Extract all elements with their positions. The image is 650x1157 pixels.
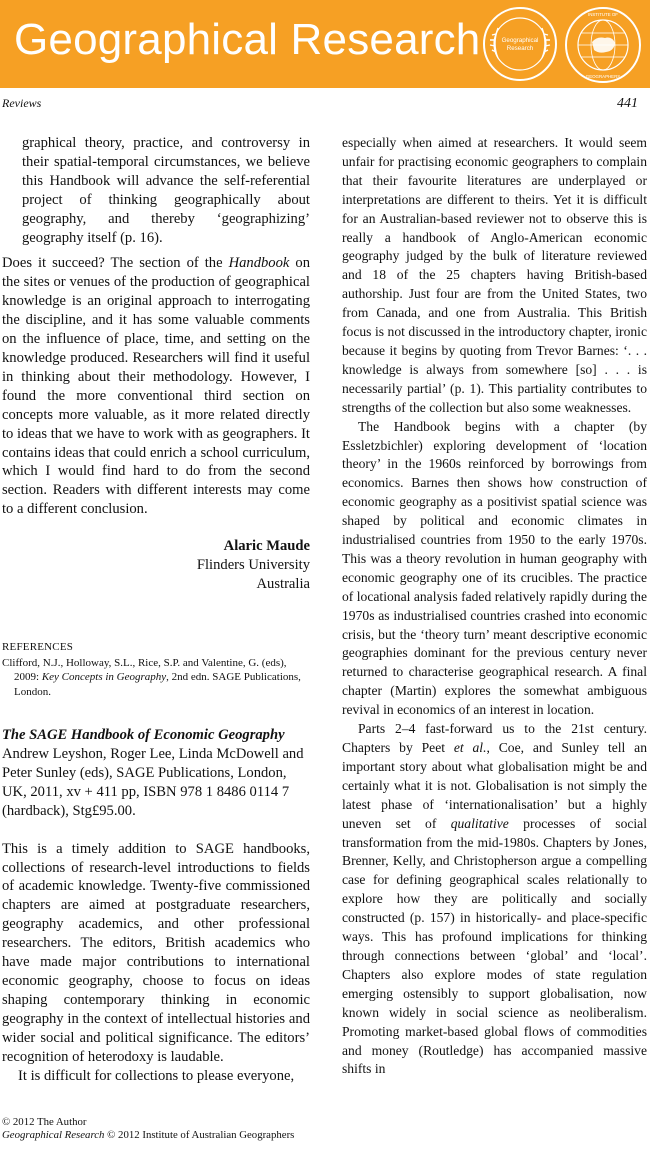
journal-banner xyxy=(0,0,650,88)
institute-seal-logo xyxy=(564,6,642,84)
text-run: Parts 2–4 fast-forward us to the 21st century. Chapters by Peet xyxy=(342,721,647,755)
section-name: Reviews xyxy=(2,96,42,110)
italic-text-run: Handbook xyxy=(228,255,290,272)
running-head xyxy=(0,96,650,114)
text-run: , Coe, and Sunley tell an important story about what globalisation might be and certainly what it is not. Globalisation is not simply the latest phase of ‘internationalisation’ but a highly uneven set of xyxy=(342,740,648,831)
references-heading: REFERENCES xyxy=(2,641,74,654)
review-paragraph xyxy=(2,254,310,519)
book-title: The SAGE Handbook of Economic Geography xyxy=(2,727,285,744)
copyright-author: © 2012 The Author xyxy=(2,1116,87,1128)
journal-title: Geographical Research xyxy=(14,15,481,64)
svg-text:GEOGRAPHERS: GEOGRAPHERS xyxy=(585,74,621,79)
italic-text-run: Key Concepts in Geography xyxy=(41,671,167,684)
svg-text:INSTITUTE OF: INSTITUTE OF xyxy=(587,12,619,17)
right-column xyxy=(342,134,647,1079)
review-paragraph-continued: especially when aimed at researchers. It would seem unfair for practising economic geographers to complain that their favourite literatures are underplayed or interpretations are different to theirs. Yet it is difficult for an Australian-based reviewer not to observe this is really a handbook of Anglo-American economic geography judged by the bulk of literature reviewed and 18 of the 25 chapters having British-based authorship. Just four are from the United States, two from Canada, and one from Australia. This British focus is not discussed in the introductory chapter, ironic because it begins by quoting from Trevor Barnes: ‘. . . knowledge is always from somewhere [so] . . . is necessarily partial’ (p. 1). This partiality contributes to strengths of the collection but also some weaknesses. xyxy=(342,135,647,415)
reference-entry xyxy=(2,656,310,700)
review-paragraph: It is difficult for collections to please everyone, xyxy=(18,1067,295,1084)
references-section xyxy=(2,640,310,699)
text-run: processes of social transformation from the mid-1980s. Chapters by Jones, Brenner, Kelly, and Christopherson argue a compelling case for defining geographical scales relationally to explore how they are politically and socially constructed (p. 157) in historically- and place-specific ways. This has profound implications for thinking through connections between ‘global’ and ‘local’. Chapters also explore modes of state regulation emerging ostensibly to support globalisation, now known widely in social science as neoliberalism. Promoting market-based global flows of commodities and money (Routledge) has accompanied massive shifts in xyxy=(342,815,647,1077)
review-paragraph: This is a timely addition to SAGE handbooks, collections of research-level introductions to fields of academic knowledge. Twenty-five commissioned chapters are aimed at postgraduate researchers, geography academics, and other professional researchers. The editors, British academics who have made major contributions to international economic geography, choose to focus on ideas shaping contemporary thinking in economic geography in the context of intellectual histories and wider social and political significance. The editors’ recognition of heterodoxy is laudable. xyxy=(2,840,310,1065)
left-column xyxy=(2,134,310,1085)
book-details: Andrew Leyshon, Roger Lee, Linda McDowell and Peter Sunley (eds), SAGE Publications, London, UK, 2011, xv + 411 pp, ISBN 978 1 8486 0114 7 (hardback), Stg£95.00. xyxy=(2,746,304,819)
review-paragraph: The Handbook begins with a chapter (by Essletzbichler) exploring development of ‘location theory’ in the 1960s reinforced by borrowings from economics. Barnes then shows how construction of economic geography as a positivist spatial science was shaped by political and economic climates in industrialised countries from 1950 to the early 1970s. This was a theory revolution in human geography with economic geography one of its crucibles. The practice of locational analysis faded relatively rapidly during the 1970s as industrialised countries crashed into economic crisis, but the ‘theory turn’ meant descriptive economic geographies dominant for the previous century never returned to characterise geographical research. A final chapter (Martin) explores the somewhat ambiguous revival in economics of an interest in location. xyxy=(342,418,647,718)
block-quote: graphical theory, practice, and controversy in their spatial-temporal circumstances, we believe this Handbook will advance the self-referential project of thinking geographically about geography, and thereby ‘geographizing’ geography itself (p. 16). xyxy=(22,135,310,246)
text-run: Clifford, N.J., Holloway, S.L., Rice, S.P. and Valentine, G. (eds), 2009: xyxy=(2,656,287,684)
svg-text:Research: Research xyxy=(506,45,534,52)
review-paragraph xyxy=(342,720,647,1079)
text-run: , 2nd edn. SAGE Publications, London. xyxy=(14,671,301,698)
reviewer-country: Australia xyxy=(256,576,310,593)
journal-name: Geographical Research xyxy=(2,1129,105,1141)
copyright-journal xyxy=(2,1129,294,1142)
page-number: 441 xyxy=(617,96,638,111)
italic-text-run: et al. xyxy=(453,740,487,755)
reviewer-signature xyxy=(2,537,310,594)
svg-text:Geographical: Geographical xyxy=(501,37,539,44)
page-footer xyxy=(2,1116,294,1142)
book-header xyxy=(2,726,310,821)
text-run: Does it succeed? The section of the xyxy=(2,255,229,272)
journal-seal-logo xyxy=(482,6,558,82)
reviewer-name: Alaric Maude xyxy=(223,538,310,555)
text-run: on the sites or venues of the production of geographical knowledge is an original approach to interrogating the discipline, and it has some valuable comments on the influence of place, time, and setting on the knowledge produced. Researchers will find it useful in thinking about their methodology. However, I found the more conventional third section on concepts more valuable, as it more related directly to ideas that we have to work with as geographers. It contains ideas that could enrich a school curriculum, which I would find hard to do from the second section. Readers with different interests may come to a different conclusion. xyxy=(2,255,310,518)
copyright-institute: © 2012 Institute of Australian Geographers xyxy=(104,1129,295,1141)
italic-text-run: qualitative xyxy=(450,815,509,831)
reviewer-affiliation: Flinders University xyxy=(196,557,310,574)
